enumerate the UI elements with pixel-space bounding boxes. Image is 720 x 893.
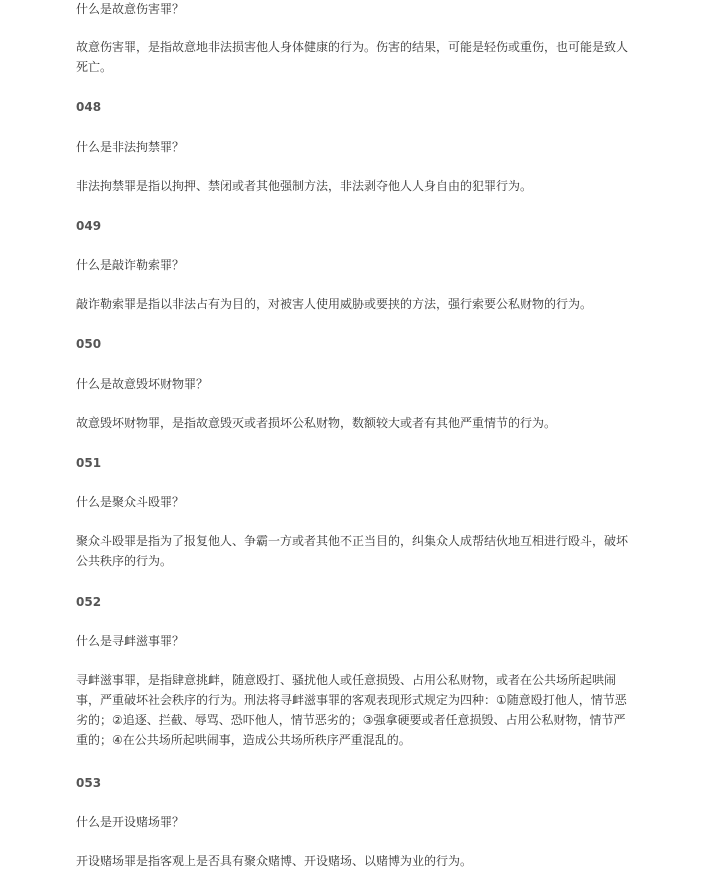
answer-paragraph: 敲诈勒索罪是指以非法占有为目的，对被害人使用威胁或要挟的方法，强行索要公私财物的行为。 (76, 297, 593, 311)
answer-paragraph: 聚众斗殴罪是指为了报复他人、争霸一方或者其他不正当目的，纠集众人成帮结伙地互相进行殴斗，破坏公共秩序的行为。 (76, 534, 629, 568)
entry-number: 049 (76, 219, 102, 233)
entry-number: 053 (76, 776, 102, 790)
question-heading: 什么是聚众斗殴罪？ (76, 495, 185, 509)
answer-paragraph: 开设赌场罪是指客观上是否具有聚众赌博、开设赌场、以赌博为业的行为。 (76, 854, 473, 868)
question-heading: 什么是敲诈勒索罪？ (76, 258, 185, 272)
question-heading: 什么是故意伤害罪？ (76, 2, 185, 16)
entry-number: 048 (76, 100, 102, 114)
answer-paragraph: 故意伤害罪，是指故意地非法损害他人身体健康的行为。伤害的结果，可能是轻伤或重伤，也可能是致人死亡。 (76, 40, 629, 74)
answer-paragraph: 故意毁坏财物罪，是指故意毁灭或者损坏公私财物，数额较大或者有其他严重情节的行为。 (76, 416, 557, 430)
answer-paragraph: 非法拘禁罪是指以拘押、禁闭或者其他强制方法，非法剥夺他人人身自由的犯罪行为。 (76, 179, 533, 193)
entry-number: 052 (76, 595, 102, 609)
question-heading: 什么是非法拘禁罪？ (76, 140, 185, 154)
entry-number: 051 (76, 456, 102, 470)
question-heading: 什么是故意毁坏财物罪？ (76, 377, 209, 391)
answer-paragraph: 寻衅滋事罪，是指肆意挑衅，随意殴打、骚扰他人或任意损毁、占用公私财物，或者在公共场所起哄闹事，严重破坏社会秩序的行为。刑法将寻衅滋事罪的客观表现形式规定为四种：①随意殴打他人，情节恶劣的；②追逐、拦截、辱骂、恐吓他人，情节恶劣的；③强拿硬要或者任意损毁、占用公私财物，情节严重的；④在公共场所起哄闹事，造成公共场所秩序严重混乱的。 (76, 673, 627, 747)
question-heading: 什么是寻衅滋事罪？ (76, 634, 185, 648)
entry-number: 050 (76, 337, 102, 351)
question-heading: 什么是开设赌场罪？ (76, 815, 185, 829)
